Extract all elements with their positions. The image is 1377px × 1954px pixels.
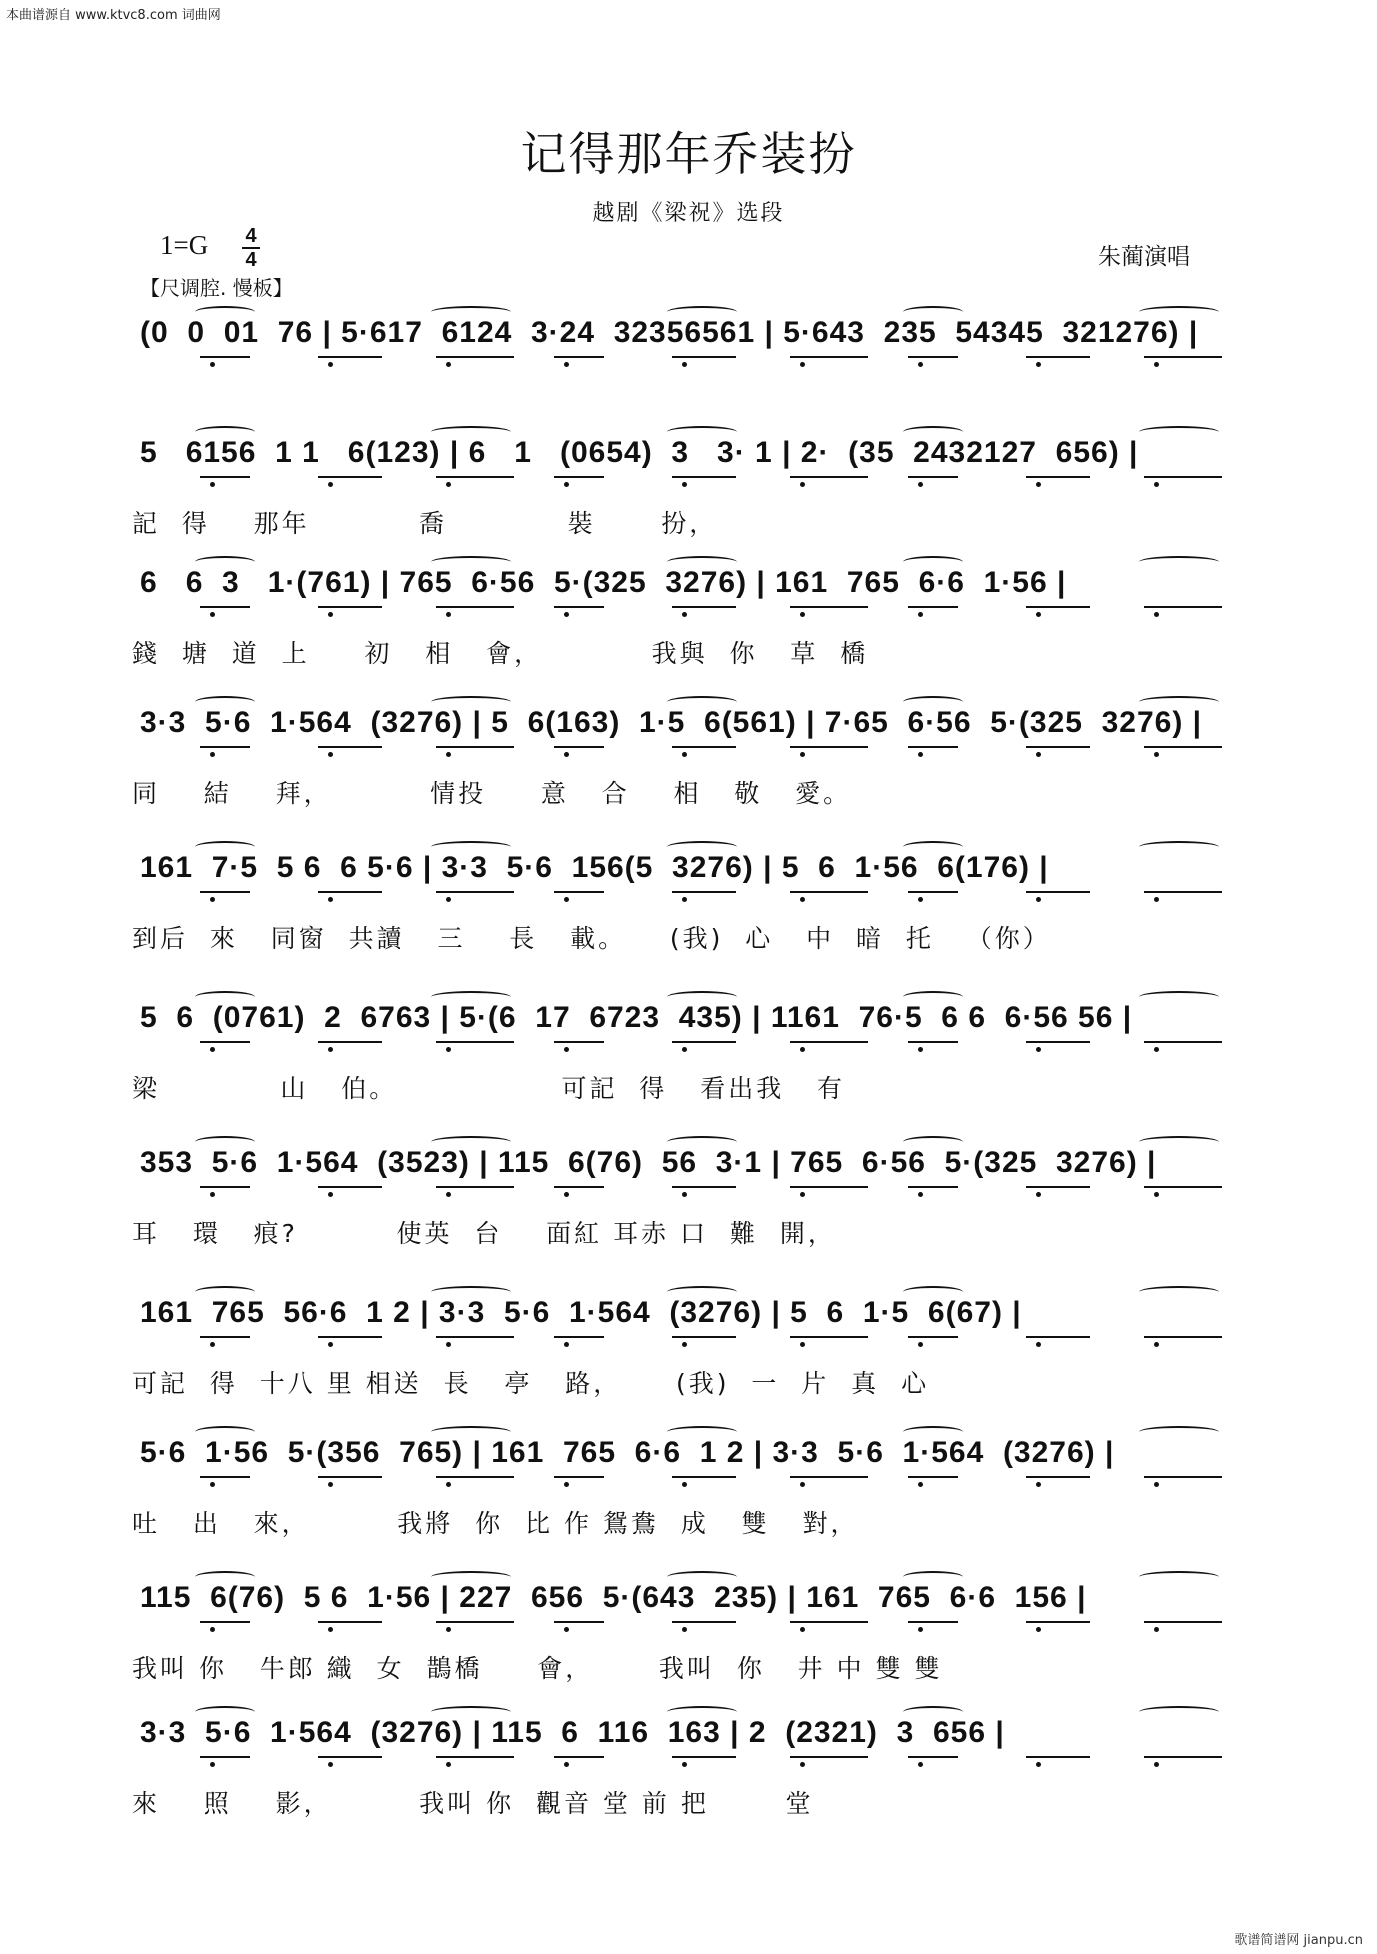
lyrics-line: 耳 環 痕? 使英 台 面紅 耳赤 口 難 開， bbox=[132, 1219, 836, 1248]
beat-underline bbox=[790, 1476, 868, 1478]
octave-dot bbox=[1036, 612, 1041, 617]
time-bottom: 4 bbox=[245, 249, 257, 271]
notation-line: (0 0 01 76 | 5·617 6124 3·24 32356561 | 5·643 235 54345 321276) | bbox=[140, 316, 1199, 349]
octave-dot bbox=[210, 752, 215, 757]
lyrics-line: 來 照 影， 我叫 你 觀音 堂 前 把 堂 bbox=[132, 1789, 814, 1818]
octave-dot bbox=[446, 612, 451, 617]
score-system bbox=[0, 1420, 1377, 1570]
slur-arc bbox=[903, 306, 963, 318]
octave-dot bbox=[800, 362, 805, 367]
octave-dot bbox=[800, 482, 805, 487]
octave-dot bbox=[446, 1192, 451, 1197]
octave-dot bbox=[564, 482, 569, 487]
octave-dot bbox=[210, 482, 215, 487]
beat-underline bbox=[908, 1336, 958, 1338]
octave-dot bbox=[328, 612, 333, 617]
score-system bbox=[0, 420, 1377, 570]
notation-line: 5 6 (0761) 2 6763 | 5·(6 17 6723 435) | 1161 76·5 6 6 6·56 56 | bbox=[140, 1001, 1133, 1034]
octave-dot bbox=[1036, 362, 1041, 367]
octave-dot bbox=[446, 362, 451, 367]
octave-dot bbox=[210, 1192, 215, 1197]
beat-underline bbox=[436, 1186, 514, 1188]
beat-underline bbox=[1144, 1756, 1222, 1758]
octave-dot bbox=[800, 752, 805, 757]
octave-dot bbox=[446, 752, 451, 757]
slur-arc bbox=[431, 1571, 511, 1583]
octave-dot bbox=[800, 1627, 805, 1632]
slur-arc bbox=[195, 991, 255, 1003]
score-system bbox=[0, 1280, 1377, 1430]
octave-dot bbox=[1036, 1627, 1041, 1632]
beat-underline bbox=[318, 356, 382, 358]
beat-underline bbox=[200, 1336, 250, 1338]
octave-dot bbox=[682, 1047, 687, 1052]
octave-dot bbox=[800, 1192, 805, 1197]
beat-underline bbox=[1144, 1621, 1222, 1623]
beat-underline bbox=[1026, 1336, 1090, 1338]
beat-underline bbox=[908, 746, 958, 748]
octave-dot bbox=[210, 1342, 215, 1347]
beat-underline bbox=[908, 1756, 958, 1758]
slur-arc bbox=[1139, 1706, 1219, 1718]
beat-underline bbox=[554, 1756, 604, 1758]
slur-arc bbox=[667, 1706, 737, 1718]
beat-underline bbox=[1144, 1041, 1222, 1043]
slur-arc bbox=[1139, 841, 1219, 853]
score-system bbox=[0, 1130, 1377, 1280]
lyrics-line: 同 結 拜， 情投 意 合 相 敬 愛。 bbox=[132, 779, 852, 808]
beat-underline bbox=[1026, 1476, 1090, 1478]
slur-arc bbox=[1139, 1286, 1219, 1298]
score-system bbox=[0, 835, 1377, 985]
octave-dot bbox=[1036, 752, 1041, 757]
lyrics-line: 吐 出 來， 我將 你 比 作 鴛鴦 成 雙 對， bbox=[132, 1509, 859, 1538]
slur-arc bbox=[1139, 1426, 1219, 1438]
beat-underline bbox=[1144, 356, 1222, 358]
beat-underline bbox=[790, 476, 868, 478]
slur-arc bbox=[195, 841, 255, 853]
beat-underline bbox=[790, 1041, 868, 1043]
slur-arc bbox=[431, 1136, 511, 1148]
octave-dot bbox=[446, 1762, 451, 1767]
octave-dot bbox=[564, 1482, 569, 1487]
octave-dot bbox=[564, 1192, 569, 1197]
beat-underline bbox=[790, 1756, 868, 1758]
beat-underline bbox=[1144, 476, 1222, 478]
tempo-marking: 【尺调腔. 慢板】 bbox=[140, 276, 293, 300]
beat-underline bbox=[318, 1756, 382, 1758]
octave-dot bbox=[682, 752, 687, 757]
beat-underline bbox=[672, 1756, 736, 1758]
lyrics-line: 梁 山 伯。 可記 得 看出我 有 bbox=[132, 1074, 846, 1103]
octave-dot bbox=[918, 1047, 923, 1052]
octave-dot bbox=[564, 362, 569, 367]
slur-arc bbox=[667, 696, 737, 708]
beat-underline bbox=[672, 356, 736, 358]
slur-arc bbox=[903, 426, 963, 438]
octave-dot bbox=[800, 1342, 805, 1347]
slur-arc bbox=[667, 841, 737, 853]
lyrics-line: 可記 得 十八 里 相送 長 亭 路， (我) 一 片 真 心 bbox=[132, 1369, 930, 1398]
slur-arc bbox=[667, 1286, 737, 1298]
octave-dot bbox=[564, 1627, 569, 1632]
beat-underline bbox=[318, 746, 382, 748]
slur-arc bbox=[195, 1571, 255, 1583]
page-title: 记得那年乔装扮 bbox=[520, 127, 857, 181]
slur-arc bbox=[1139, 426, 1219, 438]
time-top: 4 bbox=[245, 225, 257, 247]
octave-dot bbox=[800, 1047, 805, 1052]
slur-arc bbox=[431, 1286, 511, 1298]
octave-dot bbox=[918, 1762, 923, 1767]
slur-arc bbox=[903, 991, 963, 1003]
octave-dot bbox=[210, 897, 215, 902]
beat-underline bbox=[200, 891, 250, 893]
slur-arc bbox=[903, 1571, 963, 1583]
slur-arc bbox=[1139, 696, 1219, 708]
octave-dot bbox=[328, 1047, 333, 1052]
beat-underline bbox=[436, 1476, 514, 1478]
beat-underline bbox=[1026, 1621, 1090, 1623]
notation-line: 6 6 3 1·(761) | 765 6·56 5·(325 3276) | 161 765 6·6 1·56 | bbox=[140, 566, 1067, 599]
slur-arc bbox=[903, 841, 963, 853]
beat-underline bbox=[318, 1621, 382, 1623]
octave-dot bbox=[1036, 1762, 1041, 1767]
octave-dot bbox=[446, 482, 451, 487]
octave-dot bbox=[800, 897, 805, 902]
beat-underline bbox=[908, 1621, 958, 1623]
slur-arc bbox=[195, 1706, 255, 1718]
slur-arc bbox=[667, 1426, 737, 1438]
octave-dot bbox=[918, 752, 923, 757]
beat-underline bbox=[318, 1186, 382, 1188]
beat-underline bbox=[554, 1621, 604, 1623]
octave-dot bbox=[446, 1627, 451, 1632]
slur-arc bbox=[1139, 556, 1219, 568]
octave-dot bbox=[1154, 1762, 1159, 1767]
slur-arc bbox=[195, 1286, 255, 1298]
beat-underline bbox=[672, 746, 736, 748]
octave-dot bbox=[1036, 1342, 1041, 1347]
slur-arc bbox=[195, 1426, 255, 1438]
octave-dot bbox=[328, 362, 333, 367]
beat-underline bbox=[318, 606, 382, 608]
beat-underline bbox=[1026, 1756, 1090, 1758]
octave-dot bbox=[564, 1047, 569, 1052]
beat-underline bbox=[554, 891, 604, 893]
octave-dot bbox=[210, 362, 215, 367]
slur-arc bbox=[903, 1136, 963, 1148]
octave-dot bbox=[682, 362, 687, 367]
notation-line: 161 765 56·6 1 2 | 3·3 5·6 1·564 (3276) | 5 6 1·5 6(67) | bbox=[140, 1296, 1022, 1329]
score-system bbox=[0, 550, 1377, 700]
subtitle: 越剧《梁祝》选段 bbox=[592, 201, 785, 226]
octave-dot bbox=[918, 1627, 923, 1632]
slur-arc bbox=[667, 306, 737, 318]
beat-underline bbox=[200, 1186, 250, 1188]
beat-underline bbox=[790, 1186, 868, 1188]
octave-dot bbox=[682, 1192, 687, 1197]
octave-dot bbox=[1036, 1192, 1041, 1197]
slur-arc bbox=[195, 1136, 255, 1148]
octave-dot bbox=[682, 612, 687, 617]
slur-arc bbox=[195, 696, 255, 708]
slur-arc bbox=[903, 1286, 963, 1298]
octave-dot bbox=[564, 1762, 569, 1767]
beat-underline bbox=[790, 1336, 868, 1338]
octave-dot bbox=[328, 1342, 333, 1347]
beat-underline bbox=[672, 606, 736, 608]
octave-dot bbox=[918, 1482, 923, 1487]
octave-dot bbox=[800, 1482, 805, 1487]
score-system bbox=[0, 985, 1377, 1135]
beat-underline bbox=[672, 1621, 736, 1623]
octave-dot bbox=[1154, 752, 1159, 757]
beat-underline bbox=[200, 1476, 250, 1478]
slur-arc bbox=[195, 306, 255, 318]
octave-dot bbox=[564, 612, 569, 617]
notation-line: 353 5·6 1·564 (3523) | 115 6(76) 56 3·1 | 765 6·56 5·(325 3276) | bbox=[140, 1146, 1157, 1179]
beat-underline bbox=[908, 356, 958, 358]
beat-underline bbox=[672, 1041, 736, 1043]
octave-dot bbox=[1154, 612, 1159, 617]
slur-arc bbox=[1139, 991, 1219, 1003]
beat-underline bbox=[436, 476, 514, 478]
octave-dot bbox=[1154, 362, 1159, 367]
beat-underline bbox=[436, 891, 514, 893]
beat-underline bbox=[436, 746, 514, 748]
slur-arc bbox=[667, 1136, 737, 1148]
octave-dot bbox=[682, 482, 687, 487]
beat-underline bbox=[1026, 606, 1090, 608]
slur-arc bbox=[431, 696, 511, 708]
slur-arc bbox=[903, 696, 963, 708]
beat-underline bbox=[554, 356, 604, 358]
octave-dot bbox=[1154, 482, 1159, 487]
beat-underline bbox=[908, 606, 958, 608]
octave-dot bbox=[918, 362, 923, 367]
beat-underline bbox=[790, 606, 868, 608]
beat-underline bbox=[672, 1476, 736, 1478]
beat-underline bbox=[318, 1476, 382, 1478]
lyrics-line: 我叫 你 牛郎 織 女 鵲橋 會， 我叫 你 井 中 雙 雙 bbox=[132, 1654, 943, 1683]
key-signature: 1=G bbox=[160, 230, 209, 260]
slur-arc bbox=[1139, 1571, 1219, 1583]
score-system bbox=[0, 1565, 1377, 1715]
beat-underline bbox=[436, 1041, 514, 1043]
notation-line: 5·6 1·56 5·(356 765) | 161 765 6·6 1 2 | 3·3 5·6 1·564 (3276) | bbox=[140, 1436, 1115, 1469]
octave-dot bbox=[446, 1047, 451, 1052]
octave-dot bbox=[1036, 897, 1041, 902]
beat-underline bbox=[1026, 891, 1090, 893]
slur-arc bbox=[195, 426, 255, 438]
beat-underline bbox=[436, 1621, 514, 1623]
beat-underline bbox=[318, 891, 382, 893]
octave-dot bbox=[210, 1762, 215, 1767]
beat-underline bbox=[1144, 746, 1222, 748]
octave-dot bbox=[446, 897, 451, 902]
beat-underline bbox=[1026, 356, 1090, 358]
beat-underline bbox=[1026, 746, 1090, 748]
notation-line: 115 6(76) 5 6 1·56 | 227 656 5·(643 235) | 161 765 6·6 156 | bbox=[140, 1581, 1087, 1614]
beat-underline bbox=[672, 1336, 736, 1338]
beat-underline bbox=[318, 1336, 382, 1338]
octave-dot bbox=[682, 1482, 687, 1487]
notation-line: 3·3 5·6 1·564 (3276) | 115 6 116 163 | 2 (2321) 3 656 | bbox=[140, 1716, 1005, 1749]
slur-arc bbox=[667, 1571, 737, 1583]
octave-dot bbox=[210, 612, 215, 617]
octave-dot bbox=[1154, 1627, 1159, 1632]
slur-arc bbox=[195, 556, 255, 568]
octave-dot bbox=[918, 897, 923, 902]
beat-underline bbox=[554, 1476, 604, 1478]
octave-dot bbox=[1036, 482, 1041, 487]
beat-underline bbox=[436, 356, 514, 358]
beat-underline bbox=[908, 1476, 958, 1478]
beat-underline bbox=[436, 1336, 514, 1338]
footer-watermark: 歌谱简谱网 jianpu.cn bbox=[1234, 1933, 1363, 1948]
octave-dot bbox=[918, 1342, 923, 1347]
lyrics-line: 錢 塘 道 上 初 相 會， 我與 你 草 橋 bbox=[132, 639, 869, 668]
octave-dot bbox=[918, 482, 923, 487]
octave-dot bbox=[564, 1342, 569, 1347]
octave-dot bbox=[210, 1482, 215, 1487]
beat-underline bbox=[554, 1186, 604, 1188]
slur-arc bbox=[431, 426, 511, 438]
octave-dot bbox=[918, 1192, 923, 1197]
beat-underline bbox=[908, 1041, 958, 1043]
slur-arc bbox=[667, 991, 737, 1003]
beat-underline bbox=[318, 476, 382, 478]
beat-underline bbox=[790, 746, 868, 748]
octave-dot bbox=[682, 1342, 687, 1347]
beat-underline bbox=[554, 1336, 604, 1338]
octave-dot bbox=[328, 752, 333, 757]
slur-arc bbox=[431, 306, 511, 318]
slur-arc bbox=[667, 556, 737, 568]
octave-dot bbox=[1154, 1192, 1159, 1197]
notation-line: 3·3 5·6 1·564 (3276) | 5 6(163) 1·5 6(561) | 7·65 6·56 5·(325 3276) | bbox=[140, 706, 1203, 739]
octave-dot bbox=[210, 1627, 215, 1632]
beat-underline bbox=[436, 606, 514, 608]
octave-dot bbox=[1036, 1047, 1041, 1052]
beat-underline bbox=[554, 1041, 604, 1043]
slur-arc bbox=[667, 426, 737, 438]
lyrics-line: 記 得 那年 喬 裝 扮， bbox=[132, 509, 718, 538]
octave-dot bbox=[682, 897, 687, 902]
octave-dot bbox=[1036, 1482, 1041, 1487]
octave-dot bbox=[682, 1762, 687, 1767]
slur-arc bbox=[431, 1706, 511, 1718]
octave-dot bbox=[328, 1482, 333, 1487]
octave-dot bbox=[446, 1342, 451, 1347]
slur-arc bbox=[431, 991, 511, 1003]
beat-underline bbox=[436, 1756, 514, 1758]
beat-underline bbox=[1026, 1041, 1090, 1043]
lyrics-line: 到后 來 同窗 共讀 三 長 載。 (我) 心 中 暗 托 （你） bbox=[132, 924, 1051, 953]
slur-arc bbox=[431, 556, 511, 568]
beat-underline bbox=[200, 476, 250, 478]
beat-underline bbox=[790, 1621, 868, 1623]
beat-underline bbox=[200, 746, 250, 748]
singer-credit: 朱蔺演唱 bbox=[1098, 244, 1190, 270]
beat-underline bbox=[554, 746, 604, 748]
octave-dot bbox=[800, 1762, 805, 1767]
beat-underline bbox=[200, 1621, 250, 1623]
slur-arc bbox=[903, 556, 963, 568]
beat-underline bbox=[554, 476, 604, 478]
time-signature bbox=[242, 226, 260, 270]
beat-underline bbox=[1144, 1186, 1222, 1188]
beat-underline bbox=[200, 356, 250, 358]
beat-underline bbox=[1144, 1336, 1222, 1338]
beat-underline bbox=[790, 891, 868, 893]
beat-underline bbox=[672, 891, 736, 893]
octave-dot bbox=[328, 1192, 333, 1197]
slur-arc bbox=[1139, 306, 1219, 318]
beat-underline bbox=[908, 891, 958, 893]
beat-underline bbox=[672, 1186, 736, 1188]
beat-underline bbox=[554, 606, 604, 608]
beat-underline bbox=[200, 606, 250, 608]
octave-dot bbox=[800, 612, 805, 617]
octave-dot bbox=[918, 612, 923, 617]
octave-dot bbox=[328, 1627, 333, 1632]
slur-arc bbox=[431, 1426, 511, 1438]
octave-dot bbox=[1154, 1482, 1159, 1487]
octave-dot bbox=[564, 752, 569, 757]
octave-dot bbox=[328, 897, 333, 902]
beat-underline bbox=[1144, 1476, 1222, 1478]
beat-underline bbox=[1026, 1186, 1090, 1188]
slur-arc bbox=[903, 1426, 963, 1438]
beat-underline bbox=[1144, 891, 1222, 893]
beat-underline bbox=[908, 476, 958, 478]
octave-dot bbox=[1154, 1342, 1159, 1347]
beat-underline bbox=[1144, 606, 1222, 608]
slur-arc bbox=[903, 1706, 963, 1718]
beat-underline bbox=[672, 476, 736, 478]
beat-underline bbox=[1026, 476, 1090, 478]
notation-line: 5 6156 1 1 6(123) | 6 1 (0654) 3 3· 1 | 2· (35 2432127 656) | bbox=[140, 436, 1139, 469]
octave-dot bbox=[446, 1482, 451, 1487]
slur-arc bbox=[431, 841, 511, 853]
score-system bbox=[0, 1700, 1377, 1850]
beat-underline bbox=[200, 1756, 250, 1758]
beat-underline bbox=[790, 356, 868, 358]
octave-dot bbox=[1154, 897, 1159, 902]
octave-dot bbox=[564, 897, 569, 902]
octave-dot bbox=[210, 1047, 215, 1052]
beat-underline bbox=[318, 1041, 382, 1043]
octave-dot bbox=[682, 1627, 687, 1632]
site-header: 本曲谱源自 www.ktvc8.com 词曲网 bbox=[6, 8, 221, 23]
notation-line: 161 7·5 5 6 6 5·6 | 3·3 5·6 156(5 3276) | 5 6 1·56 6(176) | bbox=[140, 851, 1049, 884]
octave-dot bbox=[328, 1762, 333, 1767]
octave-dot bbox=[328, 482, 333, 487]
octave-dot bbox=[1154, 1047, 1159, 1052]
beat-underline bbox=[200, 1041, 250, 1043]
slur-arc bbox=[1139, 1136, 1219, 1148]
beat-underline bbox=[908, 1186, 958, 1188]
score-system bbox=[0, 690, 1377, 840]
